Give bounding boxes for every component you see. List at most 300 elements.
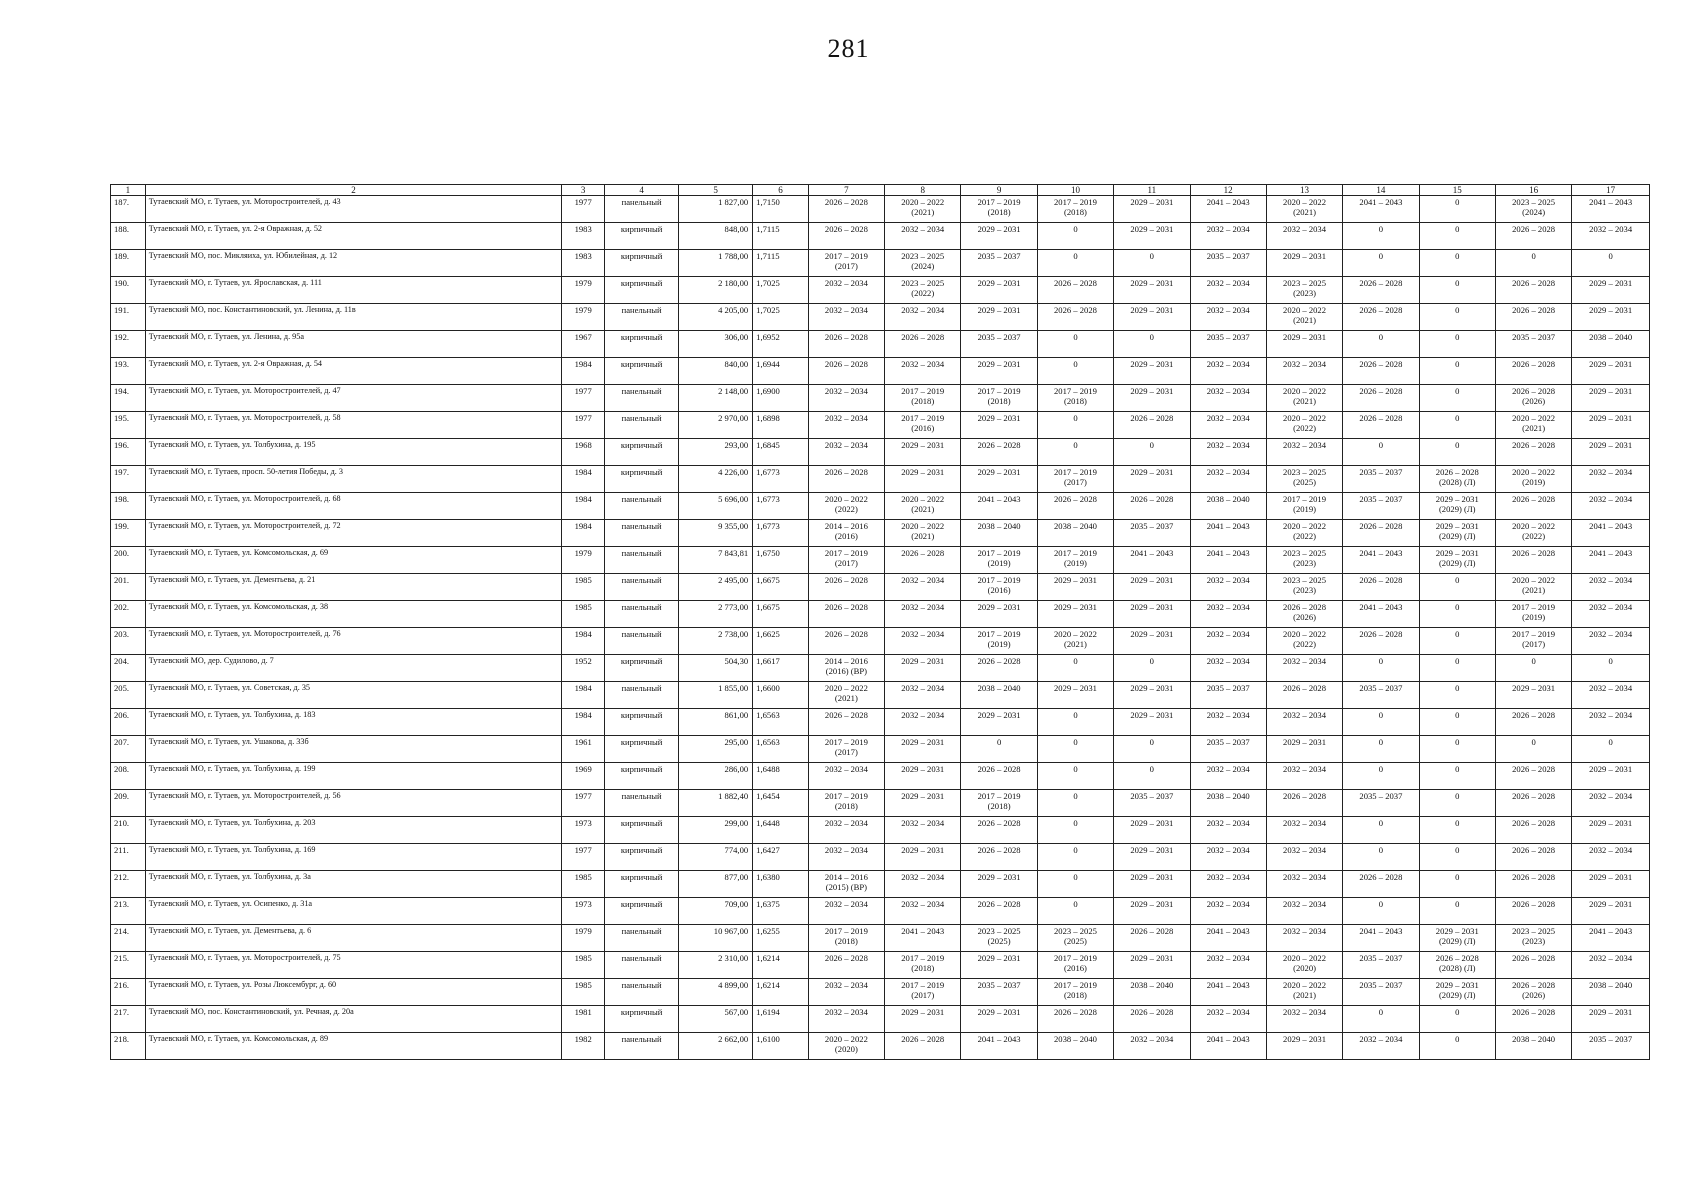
table-cell-col-9: 2029 – 2031	[961, 412, 1037, 439]
table-cell-col-1: 188.	[111, 223, 146, 250]
table-cell-col-4: панельный	[605, 925, 679, 952]
table-cell-col-12: 2032 – 2034	[1190, 817, 1266, 844]
table-cell-col-4: панельный	[605, 979, 679, 1006]
table-cell-col-15: 0	[1419, 385, 1495, 412]
table-cell-col-1: 216.	[111, 979, 146, 1006]
table-cell-col-4: кирпичный	[605, 466, 679, 493]
table-cell-col-17: 2038 – 2040	[1572, 331, 1650, 358]
table-cell-col-2: Тутаевский МО, г. Тутаев, ул. Ушакова, д. 33б	[145, 736, 562, 763]
table-cell-col-9: 2026 – 2028	[961, 817, 1037, 844]
table-cell-col-3: 1981	[562, 1006, 605, 1033]
table-row	[111, 196, 1650, 223]
table-cell-col-2: Тутаевский МО, г. Тутаев, ул. Моторостроителей, д. 76	[145, 628, 562, 655]
table-row	[111, 358, 1650, 385]
table-row	[111, 655, 1650, 682]
table-cell-col-7: 2032 – 2034	[808, 439, 884, 466]
table-cell-col-5: 9 355,00	[679, 520, 753, 547]
table-cell-col-2: Тутаевский МО, г. Тутаев, ул. Моторостроителей, д. 58	[145, 412, 562, 439]
table-cell-col-13: 2029 – 2031	[1266, 250, 1342, 277]
table-cell-col-17: 2032 – 2034	[1572, 466, 1650, 493]
table-cell-col-8: 2029 – 2031	[885, 466, 961, 493]
table-cell-col-8: 2026 – 2028	[885, 331, 961, 358]
table-cell-col-15: 2029 – 2031 (2029) (Л)	[1419, 925, 1495, 952]
table-cell-col-15: 0	[1419, 196, 1495, 223]
table-cell-col-8: 2032 – 2034	[885, 898, 961, 925]
table-cell-col-7: 2026 – 2028	[808, 358, 884, 385]
table-row	[111, 574, 1650, 601]
table-cell-col-12: 2032 – 2034	[1190, 304, 1266, 331]
table-row	[111, 601, 1650, 628]
table-cell-col-8: 2029 – 2031	[885, 790, 961, 817]
table-cell-col-4: кирпичный	[605, 898, 679, 925]
table-cell-col-8: 2032 – 2034	[885, 223, 961, 250]
table-cell-col-3: 1969	[562, 763, 605, 790]
table-cell-col-1: 189.	[111, 250, 146, 277]
table-cell-col-2: Тутаевский МО, г. Тутаев, ул. Моторостроителей, д. 43	[145, 196, 562, 223]
table-cell-col-2: Тутаевский МО, пос. Константиновский, ул. Речная, д. 20а	[145, 1006, 562, 1033]
table-cell-col-3: 1977	[562, 196, 605, 223]
table-cell-col-10: 0	[1037, 790, 1113, 817]
table-cell-col-9: 2029 – 2031	[961, 709, 1037, 736]
table-cell-col-4: панельный	[605, 574, 679, 601]
table-cell-col-4: кирпичный	[605, 844, 679, 871]
table-cell-col-1: 194.	[111, 385, 146, 412]
table-cell-col-8: 2032 – 2034	[885, 817, 961, 844]
table-cell-col-7: 2026 – 2028	[808, 196, 884, 223]
table-cell-col-7: 2032 – 2034	[808, 412, 884, 439]
table-cell-col-17: 2041 – 2043	[1572, 520, 1650, 547]
column-header-16: 16	[1495, 185, 1571, 196]
table-cell-col-4: панельный	[605, 385, 679, 412]
table-cell-col-4: панельный	[605, 520, 679, 547]
table-cell-col-6: 1,7115	[753, 250, 809, 277]
table-cell-col-1: 200.	[111, 547, 146, 574]
table-cell-col-17: 2032 – 2034	[1572, 844, 1650, 871]
table-cell-col-14: 0	[1343, 817, 1419, 844]
table-cell-col-13: 2029 – 2031	[1266, 736, 1342, 763]
table-cell-col-17: 2038 – 2040	[1572, 979, 1650, 1006]
table-cell-col-16: 0	[1495, 655, 1571, 682]
table-cell-col-5: 840,00	[679, 358, 753, 385]
table-cell-col-3: 1973	[562, 817, 605, 844]
table-cell-col-2: Тутаевский МО, г. Тутаев, ул. Розы Люксембург, д. 60	[145, 979, 562, 1006]
table-cell-col-10: 2017 – 2019 (2016)	[1037, 952, 1113, 979]
table-cell-col-16: 2023 – 2025 (2023)	[1495, 925, 1571, 952]
table-cell-col-2: Тутаевский МО, г. Тутаев, ул. Советская, д. 35	[145, 682, 562, 709]
table-cell-col-8: 2032 – 2034	[885, 628, 961, 655]
table-cell-col-6: 1,6427	[753, 844, 809, 871]
table-cell-col-1: 210.	[111, 817, 146, 844]
table-cell-col-12: 2032 – 2034	[1190, 385, 1266, 412]
table-cell-col-10: 0	[1037, 439, 1113, 466]
table-cell-col-11: 2029 – 2031	[1114, 223, 1190, 250]
table-cell-col-3: 1985	[562, 979, 605, 1006]
table-cell-col-15: 0	[1419, 331, 1495, 358]
table-cell-col-5: 774,00	[679, 844, 753, 871]
repair-schedule-table-wrap	[110, 184, 1650, 1060]
table-cell-col-12: 2032 – 2034	[1190, 763, 1266, 790]
table-cell-col-16: 2026 – 2028	[1495, 304, 1571, 331]
table-cell-col-5: 299,00	[679, 817, 753, 844]
table-cell-col-2: Тутаевский МО, г. Тутаев, ул. Толбухина, д. 169	[145, 844, 562, 871]
column-header-3: 3	[562, 185, 605, 196]
table-cell-col-14: 2026 – 2028	[1343, 871, 1419, 898]
table-cell-col-6: 1,7115	[753, 223, 809, 250]
table-cell-col-11: 2029 – 2031	[1114, 871, 1190, 898]
table-cell-col-13: 2020 – 2022 (2022)	[1266, 520, 1342, 547]
table-cell-col-17: 2032 – 2034	[1572, 493, 1650, 520]
table-cell-col-5: 2 773,00	[679, 601, 753, 628]
table-cell-col-2: Тутаевский МО, г. Тутаев, просп. 50-летия Победы, д. 3	[145, 466, 562, 493]
table-cell-col-15: 0	[1419, 358, 1495, 385]
table-cell-col-7: 2020 – 2022 (2022)	[808, 493, 884, 520]
table-cell-col-6: 1,7025	[753, 304, 809, 331]
table-cell-col-5: 877,00	[679, 871, 753, 898]
column-header-10: 10	[1037, 185, 1113, 196]
table-cell-col-5: 4 226,00	[679, 466, 753, 493]
table-cell-col-1: 191.	[111, 304, 146, 331]
table-cell-col-14: 2041 – 2043	[1343, 196, 1419, 223]
table-cell-col-4: панельный	[605, 493, 679, 520]
table-cell-col-15: 2026 – 2028 (2028) (Л)	[1419, 466, 1495, 493]
table-cell-col-4: кирпичный	[605, 223, 679, 250]
table-cell-col-11: 2026 – 2028	[1114, 412, 1190, 439]
table-cell-col-7: 2017 – 2019 (2017)	[808, 547, 884, 574]
table-cell-col-11: 2041 – 2043	[1114, 547, 1190, 574]
table-cell-col-2: Тутаевский МО, г. Тутаев, ул. Толбухина, д. 183	[145, 709, 562, 736]
table-row	[111, 223, 1650, 250]
table-cell-col-4: кирпичный	[605, 709, 679, 736]
table-cell-col-11: 2029 – 2031	[1114, 277, 1190, 304]
table-row	[111, 736, 1650, 763]
table-cell-col-6: 1,6845	[753, 439, 809, 466]
table-cell-col-14: 2026 – 2028	[1343, 412, 1419, 439]
table-body	[111, 196, 1650, 1060]
table-cell-col-6: 1,6214	[753, 979, 809, 1006]
table-cell-col-17: 2032 – 2034	[1572, 790, 1650, 817]
table-cell-col-6: 1,6488	[753, 763, 809, 790]
table-cell-col-13: 2026 – 2028	[1266, 790, 1342, 817]
table-cell-col-9: 2029 – 2031	[961, 277, 1037, 304]
table-cell-col-11: 0	[1114, 655, 1190, 682]
table-cell-col-12: 2041 – 2043	[1190, 979, 1266, 1006]
table-cell-col-15: 0	[1419, 655, 1495, 682]
table-cell-col-7: 2032 – 2034	[808, 304, 884, 331]
table-cell-col-16: 2026 – 2028	[1495, 223, 1571, 250]
table-cell-col-14: 2041 – 2043	[1343, 601, 1419, 628]
table-cell-col-6: 1,6600	[753, 682, 809, 709]
table-cell-col-15: 0	[1419, 817, 1495, 844]
table-cell-col-13: 2020 – 2022 (2021)	[1266, 196, 1342, 223]
table-cell-col-17: 2029 – 2031	[1572, 358, 1650, 385]
table-cell-col-15: 2029 – 2031 (2029) (Л)	[1419, 547, 1495, 574]
table-cell-col-5: 286,00	[679, 763, 753, 790]
table-cell-col-6: 1,7025	[753, 277, 809, 304]
table-cell-col-1: 204.	[111, 655, 146, 682]
table-cell-col-17: 0	[1572, 250, 1650, 277]
table-row	[111, 520, 1650, 547]
table-cell-col-7: 2020 – 2022 (2020)	[808, 1033, 884, 1060]
table-cell-col-8: 2026 – 2028	[885, 547, 961, 574]
table-cell-col-8: 2041 – 2043	[885, 925, 961, 952]
table-cell-col-8: 2029 – 2031	[885, 844, 961, 871]
column-header-14: 14	[1343, 185, 1419, 196]
table-cell-col-7: 2026 – 2028	[808, 223, 884, 250]
column-header-5: 5	[679, 185, 753, 196]
table-cell-col-14: 0	[1343, 1006, 1419, 1033]
table-cell-col-10: 2017 – 2019 (2018)	[1037, 385, 1113, 412]
table-cell-col-8: 2029 – 2031	[885, 763, 961, 790]
table-cell-col-9: 2029 – 2031	[961, 871, 1037, 898]
table-row	[111, 682, 1650, 709]
table-cell-col-2: Тутаевский МО, дер. Судилово, д. 7	[145, 655, 562, 682]
table-cell-col-9: 2017 – 2019 (2018)	[961, 790, 1037, 817]
table-cell-col-10: 2029 – 2031	[1037, 682, 1113, 709]
table-cell-col-9: 2041 – 2043	[961, 493, 1037, 520]
table-cell-col-14: 0	[1343, 736, 1419, 763]
table-cell-col-1: 215.	[111, 952, 146, 979]
table-cell-col-1: 212.	[111, 871, 146, 898]
table-row	[111, 628, 1650, 655]
page-number: 281	[827, 34, 870, 63]
table-cell-col-1: 209.	[111, 790, 146, 817]
table-cell-col-6: 1,6563	[753, 736, 809, 763]
table-cell-col-14: 0	[1343, 709, 1419, 736]
table-cell-col-16: 2026 – 2028	[1495, 1006, 1571, 1033]
table-cell-col-12: 2032 – 2034	[1190, 412, 1266, 439]
table-cell-col-15: 0	[1419, 763, 1495, 790]
table-cell-col-9: 2035 – 2037	[961, 979, 1037, 1006]
table-cell-col-13: 2017 – 2019 (2019)	[1266, 493, 1342, 520]
table-cell-col-8: 2032 – 2034	[885, 682, 961, 709]
table-cell-col-11: 2029 – 2031	[1114, 844, 1190, 871]
table-cell-col-8: 2017 – 2019 (2018)	[885, 385, 961, 412]
table-cell-col-7: 2017 – 2019 (2018)	[808, 790, 884, 817]
table-cell-col-1: 199.	[111, 520, 146, 547]
table-cell-col-3: 1977	[562, 385, 605, 412]
table-cell-col-17: 2029 – 2031	[1572, 277, 1650, 304]
table-cell-col-13: 2026 – 2028 (2026)	[1266, 601, 1342, 628]
table-cell-col-8: 2032 – 2034	[885, 304, 961, 331]
column-header-7: 7	[808, 185, 884, 196]
table-cell-col-12: 2032 – 2034	[1190, 277, 1266, 304]
table-cell-col-16: 2026 – 2028	[1495, 763, 1571, 790]
table-cell-col-12: 2032 – 2034	[1190, 439, 1266, 466]
table-cell-col-2: Тутаевский МО, пос. Микляиха, ул. Юбилейная, д. 12	[145, 250, 562, 277]
table-cell-col-9: 2029 – 2031	[961, 952, 1037, 979]
table-cell-col-3: 1968	[562, 439, 605, 466]
table-cell-col-11: 2029 – 2031	[1114, 196, 1190, 223]
table-cell-col-12: 2041 – 2043	[1190, 520, 1266, 547]
table-cell-col-9: 2035 – 2037	[961, 250, 1037, 277]
table-cell-col-15: 0	[1419, 412, 1495, 439]
table-cell-col-12: 2032 – 2034	[1190, 898, 1266, 925]
table-row	[111, 871, 1650, 898]
table-cell-col-14: 2026 – 2028	[1343, 277, 1419, 304]
table-cell-col-15: 2026 – 2028 (2028) (Л)	[1419, 952, 1495, 979]
table-cell-col-5: 504,30	[679, 655, 753, 682]
table-cell-col-11: 2029 – 2031	[1114, 682, 1190, 709]
table-cell-col-16: 2026 – 2028	[1495, 844, 1571, 871]
table-cell-col-15: 2029 – 2031 (2029) (Л)	[1419, 493, 1495, 520]
table-cell-col-17: 2029 – 2031	[1572, 898, 1650, 925]
table-cell-col-15: 0	[1419, 709, 1495, 736]
table-cell-col-6: 1,6675	[753, 601, 809, 628]
table-cell-col-10: 2026 – 2028	[1037, 493, 1113, 520]
table-cell-col-10: 0	[1037, 250, 1113, 277]
table-cell-col-8: 2017 – 2019 (2017)	[885, 979, 961, 1006]
table-cell-col-10: 0	[1037, 736, 1113, 763]
table-cell-col-7: 2026 – 2028	[808, 466, 884, 493]
table-cell-col-9: 2017 – 2019 (2019)	[961, 628, 1037, 655]
table-cell-col-15: 0	[1419, 1033, 1495, 1060]
table-cell-col-8: 2017 – 2019 (2018)	[885, 952, 961, 979]
table-cell-col-10: 2020 – 2022 (2021)	[1037, 628, 1113, 655]
table-cell-col-12: 2032 – 2034	[1190, 709, 1266, 736]
table-cell-col-2: Тутаевский МО, г. Тутаев, ул. Дементьева, д. 6	[145, 925, 562, 952]
table-cell-col-15: 0	[1419, 439, 1495, 466]
table-cell-col-9: 2017 – 2019 (2018)	[961, 385, 1037, 412]
table-cell-col-16: 2020 – 2022 (2021)	[1495, 412, 1571, 439]
table-cell-col-14: 2026 – 2028	[1343, 304, 1419, 331]
table-cell-col-2: Тутаевский МО, г. Тутаев, ул. Моторостроителей, д. 47	[145, 385, 562, 412]
table-cell-col-14: 0	[1343, 223, 1419, 250]
table-cell-col-8: 2026 – 2028	[885, 1033, 961, 1060]
table-cell-col-14: 2035 – 2037	[1343, 682, 1419, 709]
table-cell-col-4: панельный	[605, 547, 679, 574]
table-cell-col-7: 2026 – 2028	[808, 952, 884, 979]
table-cell-col-13: 2020 – 2022 (2022)	[1266, 412, 1342, 439]
table-cell-col-12: 2041 – 2043	[1190, 547, 1266, 574]
table-cell-col-9: 0	[961, 736, 1037, 763]
table-cell-col-6: 1,6454	[753, 790, 809, 817]
table-cell-col-14: 2035 – 2037	[1343, 790, 1419, 817]
table-cell-col-12: 2032 – 2034	[1190, 1006, 1266, 1033]
table-cell-col-6: 1,6255	[753, 925, 809, 952]
table-cell-col-11: 2029 – 2031	[1114, 466, 1190, 493]
table-cell-col-9: 2026 – 2028	[961, 655, 1037, 682]
table-cell-col-1: 206.	[111, 709, 146, 736]
table-cell-col-17: 2041 – 2043	[1572, 196, 1650, 223]
table-cell-col-10: 0	[1037, 898, 1113, 925]
table-cell-col-9: 2029 – 2031	[961, 601, 1037, 628]
table-cell-col-1: 217.	[111, 1006, 146, 1033]
table-cell-col-14: 2026 – 2028	[1343, 385, 1419, 412]
table-cell-col-16: 2020 – 2022 (2022)	[1495, 520, 1571, 547]
table-cell-col-12: 2032 – 2034	[1190, 655, 1266, 682]
table-cell-col-12: 2035 – 2037	[1190, 250, 1266, 277]
table-cell-col-17: 2029 – 2031	[1572, 871, 1650, 898]
column-header-8: 8	[885, 185, 961, 196]
table-row	[111, 439, 1650, 466]
table-cell-col-10: 0	[1037, 223, 1113, 250]
table-cell-col-4: кирпичный	[605, 277, 679, 304]
table-cell-col-11: 2026 – 2028	[1114, 493, 1190, 520]
table-cell-col-14: 2041 – 2043	[1343, 925, 1419, 952]
table-row	[111, 925, 1650, 952]
table-cell-col-16: 2026 – 2028	[1495, 277, 1571, 304]
table-cell-col-2: Тутаевский МО, г. Тутаев, ул. Ленина, д. 95а	[145, 331, 562, 358]
table-cell-col-3: 1984	[562, 628, 605, 655]
table-cell-col-13: 2032 – 2034	[1266, 358, 1342, 385]
table-cell-col-6: 1,6773	[753, 466, 809, 493]
table-cell-col-17: 2041 – 2043	[1572, 547, 1650, 574]
table-cell-col-7: 2032 – 2034	[808, 385, 884, 412]
column-header-6: 6	[753, 185, 809, 196]
table-cell-col-1: 196.	[111, 439, 146, 466]
table-row	[111, 1033, 1650, 1060]
table-cell-col-8: 2032 – 2034	[885, 871, 961, 898]
table-cell-col-16: 2026 – 2028	[1495, 952, 1571, 979]
table-cell-col-4: панельный	[605, 628, 679, 655]
table-cell-col-9: 2041 – 2043	[961, 1033, 1037, 1060]
table-cell-col-4: кирпичный	[605, 250, 679, 277]
table-row	[111, 1006, 1650, 1033]
table-cell-col-10: 2029 – 2031	[1037, 601, 1113, 628]
table-cell-col-15: 0	[1419, 871, 1495, 898]
table-cell-col-3: 1983	[562, 223, 605, 250]
table-cell-col-13: 2023 – 2025 (2023)	[1266, 574, 1342, 601]
table-cell-col-5: 4 899,00	[679, 979, 753, 1006]
table-cell-col-7: 2026 – 2028	[808, 709, 884, 736]
table-cell-col-9: 2029 – 2031	[961, 466, 1037, 493]
table-cell-col-15: 0	[1419, 844, 1495, 871]
table-cell-col-5: 1 882,40	[679, 790, 753, 817]
table-cell-col-6: 1,6194	[753, 1006, 809, 1033]
table-cell-col-14: 2026 – 2028	[1343, 628, 1419, 655]
table-cell-col-9: 2029 – 2031	[961, 223, 1037, 250]
table-cell-col-6: 1,6898	[753, 412, 809, 439]
table-cell-col-16: 2026 – 2028	[1495, 790, 1571, 817]
table-cell-col-16: 2035 – 2037	[1495, 331, 1571, 358]
table-cell-col-5: 10 967,00	[679, 925, 753, 952]
table-cell-col-5: 2 180,00	[679, 277, 753, 304]
table-cell-col-6: 1,6214	[753, 952, 809, 979]
table-cell-col-4: кирпичный	[605, 439, 679, 466]
table-cell-col-5: 1 855,00	[679, 682, 753, 709]
table-cell-col-10: 2017 – 2019 (2018)	[1037, 979, 1113, 1006]
table-cell-col-8: 2032 – 2034	[885, 709, 961, 736]
table-cell-col-17: 2032 – 2034	[1572, 628, 1650, 655]
table-cell-col-8: 2029 – 2031	[885, 439, 961, 466]
table-cell-col-9: 2017 – 2019 (2018)	[961, 196, 1037, 223]
table-cell-col-3: 1977	[562, 790, 605, 817]
table-cell-col-3: 1977	[562, 412, 605, 439]
table-cell-col-6: 1,6380	[753, 871, 809, 898]
table-cell-col-13: 2029 – 2031	[1266, 1033, 1342, 1060]
table-cell-col-9: 2026 – 2028	[961, 763, 1037, 790]
table-cell-col-16: 2026 – 2028	[1495, 817, 1571, 844]
table-cell-col-12: 2032 – 2034	[1190, 358, 1266, 385]
table-cell-col-7: 2026 – 2028	[808, 601, 884, 628]
table-row	[111, 547, 1650, 574]
table-cell-col-1: 193.	[111, 358, 146, 385]
table-cell-col-12: 2035 – 2037	[1190, 331, 1266, 358]
table-cell-col-8: 2032 – 2034	[885, 601, 961, 628]
table-cell-col-3: 1985	[562, 574, 605, 601]
table-cell-col-2: Тутаевский МО, г. Тутаев, ул. Толбухина, д. 195	[145, 439, 562, 466]
table-cell-col-14: 0	[1343, 763, 1419, 790]
table-cell-col-3: 1979	[562, 547, 605, 574]
table-cell-col-9: 2038 – 2040	[961, 682, 1037, 709]
table-cell-col-14: 0	[1343, 898, 1419, 925]
table-cell-col-4: кирпичный	[605, 871, 679, 898]
table-cell-col-10: 2026 – 2028	[1037, 277, 1113, 304]
column-header-4: 4	[605, 185, 679, 196]
table-cell-col-16: 0	[1495, 250, 1571, 277]
table-cell-col-7: 2032 – 2034	[808, 979, 884, 1006]
table-cell-col-16: 2020 – 2022 (2021)	[1495, 574, 1571, 601]
